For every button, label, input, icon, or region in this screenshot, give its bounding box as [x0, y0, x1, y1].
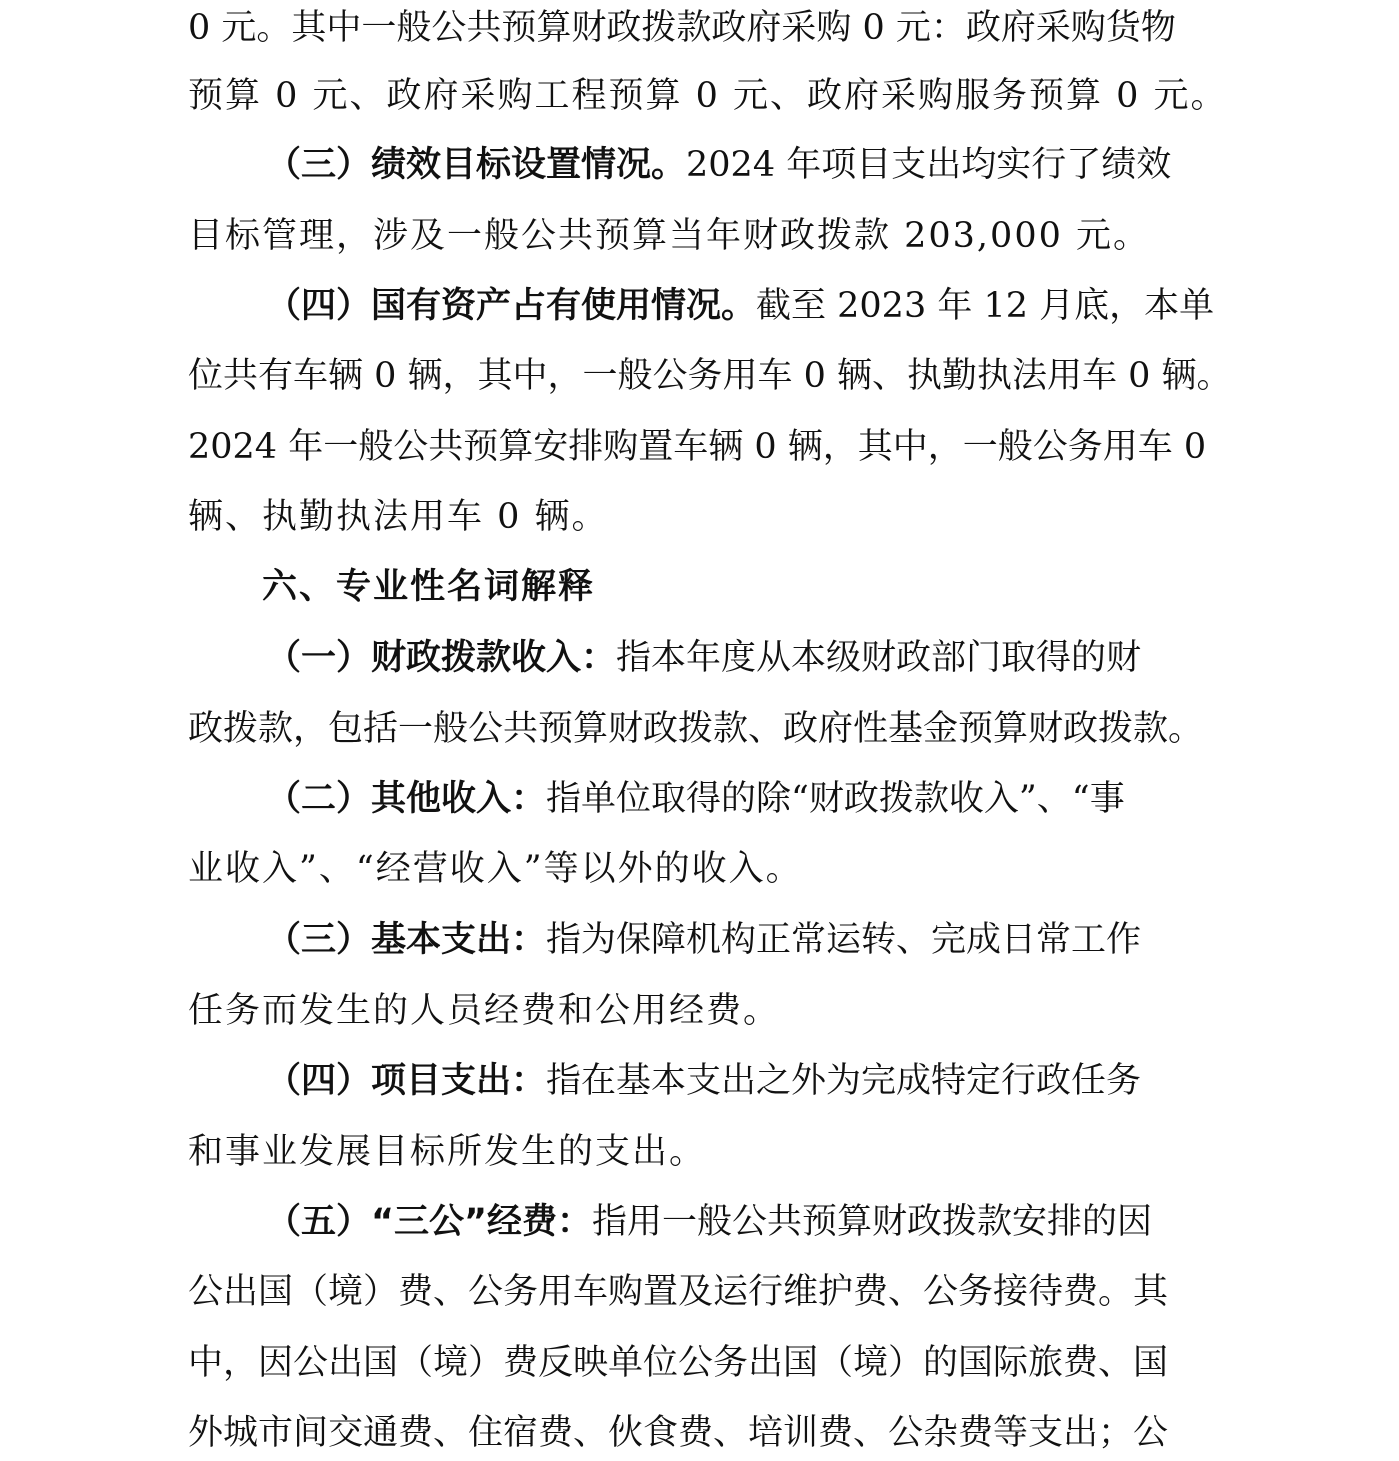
paragraph-other-income: [266, 771, 1228, 827]
paragraph-three-public: [266, 1194, 1228, 1250]
text-line: 业收入”、“经营收入”等以外的收入。: [188, 849, 803, 889]
section-text: 2024 年项目支出均实行了绩效: [686, 145, 1172, 185]
text-line: 预算 0 元、政府采购工程预算 0 元、政府采购服务预算 0 元。: [188, 76, 1228, 116]
text-line: 政拨款，包括一般公共预算财政拨款、政府性基金预算财政拨款。: [188, 709, 1204, 749]
section-text: 截至 2023 年 12 月底，本单: [756, 286, 1215, 326]
paragraph-basic-expenditure: [266, 912, 1228, 968]
text-line: 辆、执勤执法用车 0 辆。: [188, 497, 609, 537]
text-line: 中，因公出国（境）费反映单位公务出国（境）的国际旅费、国: [188, 1343, 1169, 1383]
term-label: （一）财政拨款收入：: [266, 638, 617, 678]
term-label: （二）其他收入：: [266, 779, 547, 819]
text-line: 和事业发展目标所发生的支出。: [188, 1132, 707, 1172]
term-label: （四）项目支出：: [266, 1061, 547, 1101]
term-definition: 指本年度从本级财政部门取得的财: [616, 638, 1142, 678]
paragraph-fiscal-appropriation: [266, 630, 1228, 686]
section-label: （四）国有资产占有使用情况。: [266, 286, 757, 326]
paragraph-project-expenditure: [266, 1053, 1228, 1109]
term-definition: 指用一般公共预算财政拨款安排的因: [592, 1202, 1153, 1242]
text-line: 目标管理，涉及一般公共预算当年财政拨款 203,000 元。: [188, 216, 1150, 256]
text-line: 任务而发生的人员经费和公用经费。: [188, 991, 781, 1031]
term-definition: 指单位取得的除“财政拨款收入”、“事: [546, 779, 1125, 819]
section-label: （三）绩效目标设置情况。: [266, 145, 687, 185]
text-line: 2024 年一般公共预算安排购置车辆 0 辆，其中，一般公务用车 0: [188, 427, 1207, 467]
text-line: 0 元。其中一般公共预算财政拨款政府采购 0 元：政府采购货物: [188, 8, 1176, 48]
term-definition: 指为保障机构正常运转、完成日常工作: [546, 920, 1142, 960]
paragraph-performance-goals: [266, 137, 1228, 193]
paragraph-state-assets: [266, 278, 1228, 334]
term-label: （三）基本支出：: [266, 920, 547, 960]
text-line: 公出国（境）费、公务用车购置及运行维护费、公务接待费。其: [188, 1272, 1169, 1312]
section-heading: 六、专业性名词解释: [262, 567, 596, 607]
term-definition: 指在基本支出之外为完成特定行政任务: [546, 1061, 1142, 1101]
text-line: 位共有车辆 0 辆，其中，一般公务用车 0 辆、执勤执法用车 0 辆。: [188, 356, 1232, 396]
text-line: 外城市间交通费、住宿费、伙食费、培训费、公杂费等支出；公: [188, 1413, 1169, 1453]
term-label: （五）“三公”经费：: [266, 1202, 593, 1242]
